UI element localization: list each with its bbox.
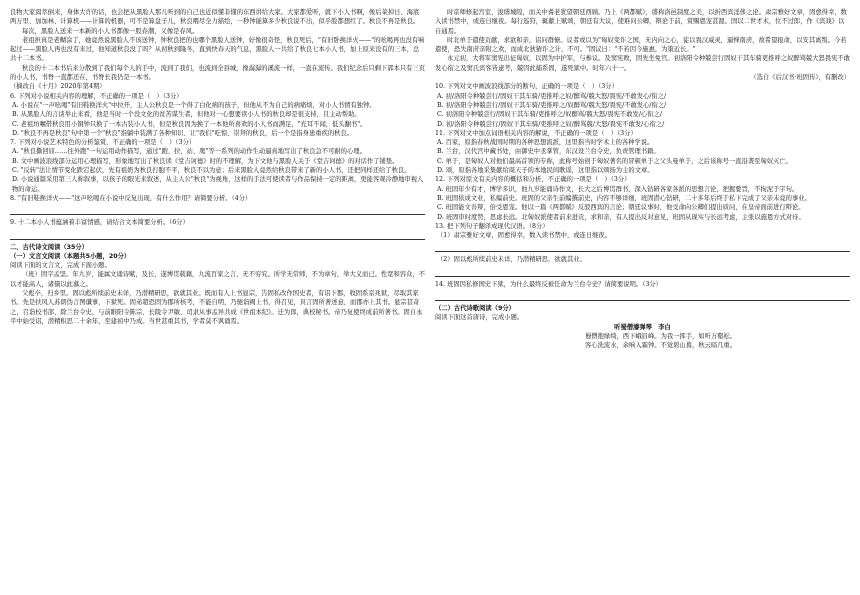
story-paragraph: 良物大家渴萃倒来，身体大许的话，也会把从黑脸人那儿听到的自己也近似懂非懂的东西讲给大家。大家都爱听，就下小人书啊，像后菜掉日、海底两万里、加加林、计算机——计算的机器，可不是算盘子儿，秋良喂尽全力描绘，一秒钟能算多少秋良说不出，似乎脸都想红了。秋良不再是秋良。: [10, 9, 420, 26]
question-12: 12. 下列对原文有关内容的概括和分析，不正确的一项是（ ）（3分）: [435, 176, 631, 184]
story-paragraph: 秋良的十二本书后来分散到了我们每个人的手中，流到了我们，也流到全县城，像潺潺的溪流一样，一直在流传。我们纪念后只剩下郭本只有三页的小人书，书脊一直都还在，书脊长我仍是一本书。: [10, 64, 425, 82]
classical-text-source: （选自《后汉书·班固传》，有删改）: [750, 74, 850, 82]
answer-line[interactable]: [435, 266, 850, 277]
question-12-option-b: B. 班固依成文业，私编前史。班固的父亲生前编撰前史，内容不够详细，班固潜心钻研，二十多年后终于私下完成了父亲未竟的事业。: [437, 194, 811, 202]
question-11-option-d: D. 颂，原指各地采集献给周天子的本地民间歌谣，这里指以颂扬为主的文章。: [437, 167, 654, 175]
question-7: 7. 下列对小说艺术特色的分析鉴赏，不正确的一项是（ ）（3分）: [10, 139, 196, 147]
poem-title: 听蜀僧濬弹琴 李白: [614, 323, 671, 331]
classical-text-paragraph: 时北单于遣使贡献，求欲和亲，诏问群僚。议者或以为"匈奴变诈之国，无内向之心，徒以畏汉威灵，逼惮南虏，故希望报命，以安其离叛。今若遣使，恐失南虏亲附之欢，而成北狄猜诈之计，不可。"固议曰："不若因今施惠，为策近长。": [435, 36, 847, 54]
classical-text-paragraph: 父彪卒，归乡里。固以彪所续前史未详，乃潜精研思，欲就其业。既而有人上书显宗，告固私改作国史者，有诏下郡，收固系京兆狱，尽取其家书。先是扶风人苏朗伪言图谶事，下狱死。固弟超恐固为郡所核考，不能自明，乃驰诣阙上书，得召见，具言固所著述意，而郡亦上其书。显宗甚奇之，召诣校书部，除兰台令史，与前睢阳令陈宗、长陵令尹敏、司隶从事孟异共成《世祖本纪》。迁为郎，典校秘书。帝乃复使终成前所著书。固自永平中始受诏，潜精积思二十余年，至建初中乃成。当世甚重其书，学者莫不讽诵焉。: [10, 290, 423, 325]
classical-text-paragraph: 时京师修起宫室，浚缮城隍，而关中耆老犹望朝廷西顾。乃上《两都赋》，盛称洛邑制度之美，以折西宾淫侈之论。肃宗雅好文章，固愈得幸，数入读书禁中，或连日继夜。每行巡狩，辄献上赋颂，朝廷有大议，使难问公卿，辩论于前，赏赐恩宠甚渥。固以二世才术，位不过郎，作《宾戏》以自通焉。: [435, 9, 847, 35]
question-9: 9. 十二本小人书蕴涵着丰富情感，请结合文本简要分析。（6分）: [10, 219, 189, 227]
question-8: 8. "有旧鞋换洋火——"这声吆喝在小说中反复出现，有什么作用？请简要分析。（4分）: [10, 194, 252, 202]
question-13-sentence-1: （1）肃宗雅好文章，固愈得幸，数入读书禁中，或连日继夜。: [437, 232, 612, 240]
question-10-option-b: B. 初/洛阳令种兢尝行/固奴干其车骑/吏推呼之/奴醉骂/兢大怒/畏宪/不敢发心/衔之/: [437, 101, 667, 109]
subsection-heading: （二）古代诗歌阅读（9分）: [435, 305, 515, 313]
answer-line[interactable]: [435, 241, 850, 252]
answer-line[interactable]: [10, 204, 425, 215]
question-11-option-b: B. 兰台，汉代宫中藏书处，由御史中丞掌管，东汉设兰台令史，负责管理书籍。: [437, 148, 660, 156]
answer-line[interactable]: [435, 290, 850, 301]
right-column: [435, 8, 850, 589]
question-10: 10. 下列对文中画波浪线部分的断句，正确的一项是（ ）（3分）: [435, 83, 618, 91]
question-11-option-c: C. 单于，是匈奴人对他们最高首领的专称，此称号始创于匈奴著名的冒顿单于之父头曼单于，之后该称号一直沿袭至匈奴灭亡。: [437, 157, 792, 165]
section-intro: 阅读下面的文言文，完成下面小题。: [10, 262, 111, 270]
question-6: 6. 下列对小说相关内容的理解，不正确的一项是（ ）（3分）: [10, 92, 183, 100]
question-6-option-a: A. 小说在"一声吆喝"有旧鞋换洋火"中拉开，主人公秋良是一个得了白化病的孩子，但他从不为自己的病痛烦，对小人书情有独钟。: [12, 101, 376, 109]
poem-line: 蜀僧抱绿绮，西下峨眉峰。为我一挥手，如听万壑松。: [585, 332, 737, 340]
answer-line[interactable]: [10, 229, 425, 240]
classical-text-paragraph: 永元初，大将军窦宪出征匈奴，以固为中护军，与参议。及窦宪败，固先坐免官。初洛阳令种兢尝行固奴干其车骑吏推呼之奴醉骂兢大怒畏宪不敢发心衔之及窦氏宾客皆逮考，兢因此捕系固，遂死狱中。时年六十一。: [435, 55, 850, 72]
question-13-sentence-2: （2）固以彪所续前史未详，乃潜精研思，欲就其业。: [437, 256, 586, 264]
question-7-option-a: A. "秋良撕回屈……往外跑"一句运用动作描写，通过"跑、拉、站、爬"等一系列的动作生动逼真地写出了秋良急不可耐的心理。: [12, 148, 366, 156]
section-heading: 二、古代诗文阅读（35分）: [10, 243, 89, 251]
question-12-option-c: C. 班固能文善辩，倍受恩宠。他以一篇《两都赋》反驳西宾的言论；朝廷议事时，他受命向公卿们提出质问，在皇帝面前进行辩论。: [437, 204, 805, 212]
question-10-option-a: A. 初/洛阳令种兢尝行/固奴干其车骑/吏推呼之奴/醉骂/兢大怒/畏宪/不敢发心/衔之/: [437, 92, 667, 100]
question-10-option-d: D. 初/洛阳令种兢尝行/固奴干其车骑/吏推呼之奴/醉骂兢/大怒/畏宪不敢发/心衔之/: [437, 120, 665, 128]
question-11-option-a: A. 百家，原指春秋战国时期的各种思想流派，这里指当时学术上的各种学说。: [437, 139, 654, 147]
question-12-option-a: A. 班固年少有才，博学多识，他九岁能诵诗作文，长大之后博贯群书，深入钻研各家各派的思想言论，把握要旨，不拘泥于字句。: [437, 185, 799, 193]
story-paragraph: 每次，黑脸人送来一本新的小人书都像一股春潮，又像是春风。: [22, 27, 199, 35]
section-intro: 阅读下面这首唐诗，完成小题。: [435, 314, 524, 322]
question-7-option-b: B. 文中画波浪线部分运用心理描写，形象地写出了秋良读《堂吉诃德》时的不理解，为下文他与黑脸人关于《堂吉诃德》的对话作了铺垫。: [12, 157, 399, 165]
question-13: 13. 把下列句子翻译成现代汉语。（8分）: [435, 222, 549, 230]
story-credit: （摘改自《十月》2020年第4期）: [10, 83, 106, 91]
question-6-option-b: B. 从黑脸人的言谈举止来看，他是当时一个没文化的贫苦谋生者，但他对一心想要读小人书的秋良却是很支持，且主动帮助。: [12, 111, 361, 119]
question-7-option-d: D. 小说通篇采用第三人称叙事，以孩子的眼光来叙述，从主人公"秋良"为视角，这样的手法可使读者与作品保持一定的距离，更能客观冷静地审视人物的命运。: [12, 176, 424, 193]
question-6-option-c: C. 老祖坊嘱借秋良用小铜钟只换了一本古装小人书，但是秋良因为换了一本他所喜欢的小人书而满足，"充耳不闻，低头翻书"。: [12, 120, 367, 128]
question-10-option-c: C. 初洛阳令种兢尝行/固奴干其车骑/吏推呼之/奴醉骂/兢大怒/畏宪不敢发/心衔之/: [437, 111, 662, 119]
question-14: 14. 班固因私修国史下狱，为什么最终反被任命为兰台令史？请简要说明。（3分）: [435, 280, 662, 288]
story-paragraph: 老祖担真是老糊涂了，她竟然说黑脸人不该送钟，钟秋良把的也哪个黑脸人送钟，好像很奇怪，秋良死后，"有旧卧换洋火——"的吆喝再也没有响起过——黑脸人再也没有来过，他知道秋良没了吗？从初秋到隆冬，直到快春天的气息，黑脸人一共给了秋良七本小人书，加上原来没有的三本，总共十二本书。: [10, 36, 425, 63]
poem-line: 客心洗流水，余响入霜钟。不觉碧山暮，秋云暗几重。: [585, 342, 737, 350]
left-column: [10, 8, 425, 589]
question-6-option-d: D. "秋良不再是秋良"句中第一个"秋良"指躺中装满了各种知识、让"我们"吃惊、崇拜的秋良，后一个是指身患重疾的秋良。: [12, 129, 354, 137]
classical-text-paragraph: （班）固字孟坚。年九岁，能属文诵诗赋，及长，遂博贯载籍，九流百家之言，无不穷究。所学无常师，不为章句，举大义而已。性宽和容众，不以才能高人，诸儒以此慕之。: [10, 271, 425, 288]
question-11: 11. 下列对文中加点词语相关内容的解说，不正确的一项是（ ）（3分）: [435, 129, 637, 137]
subsection-heading: （一）文言文阅读（本题共5小题，20分）: [10, 252, 131, 260]
question-7-option-c: C. "反转"法让情节变化跌宕起伏，先有祖奶为秋良打胞不平，秋良不以为意；后来黑脸人竟然给秋良带来了新的小人书，还把同样还给了秋良。: [12, 167, 411, 175]
question-12-option-d: D. 班固审时度势，思虑长远。北匈奴派使者前来进贡，求和亲，有人提出反对意见，班固从现实与长远考虑，主张以施恩方式对待。: [437, 213, 805, 221]
